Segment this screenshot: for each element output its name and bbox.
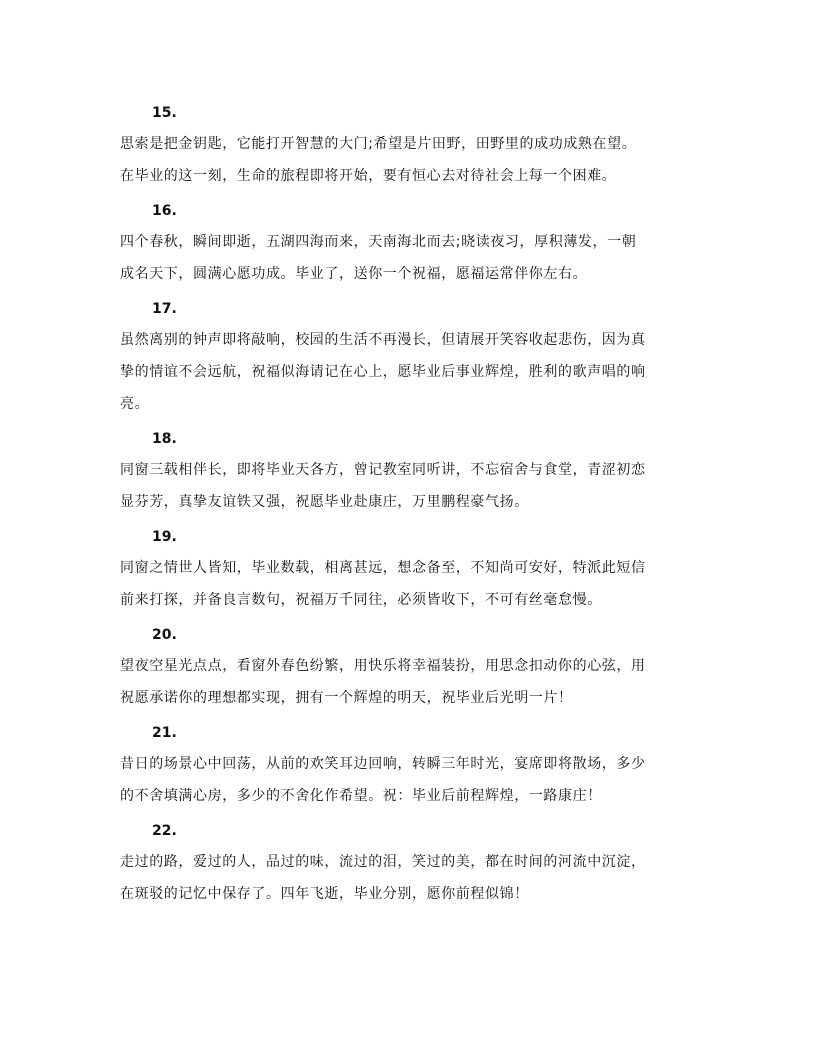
entry-number: 19. (152, 529, 177, 545)
text-line: 四个春秋，瞬间即逝，五湖四海而来，天南海北而去;晓读夜习，厚积薄发，一朝 (120, 234, 637, 250)
text-line: 前来打探，并备良言数句，祝福万千同往，必须皆收下，不可有丝毫怠慢。 (120, 592, 602, 608)
text-line: 望夜空星光点点，看窗外春色纷繁，用快乐将幸福装扮，用思念扣动你的心弦，用 (120, 658, 646, 674)
entry-16 (120, 196, 700, 290)
entry-number: 21. (152, 725, 177, 741)
text-line: 的不舍填满心房，多少的不舍化作希望。祝：毕业后前程辉煌，一路康庄！ (120, 788, 602, 804)
text-line: 成名天下，圆满心愿功成。毕业了，送你一个祝福，愿福运常伴你左右。 (120, 266, 588, 282)
entry-text (120, 226, 700, 290)
text-line: 亮。 (120, 396, 150, 412)
text-line: 虽然离别的钟声即将敲响，校园的生活不再漫长，但请展开笑容收起悲伤，因为真 (120, 332, 646, 348)
text-line: 同窗三载相伴长，即将毕业天各方，曾记教室同听讲，不忘宿舍与食堂，青涩初恋 (120, 462, 646, 478)
entry-19 (120, 522, 700, 616)
entry-number: 20. (152, 627, 177, 643)
text-line: 挚的情谊不会远航，祝福似海请记在心上，愿毕业后事业辉煌，胜利的歌声唱的响 (120, 364, 646, 380)
entry-number: 16. (152, 203, 177, 219)
entry-number: 18. (152, 431, 177, 447)
entry-text (120, 748, 700, 812)
text-line: 走过的路，爱过的人，品过的味，流过的泪，笑过的美，都在时间的河流中沉淀， (120, 854, 646, 870)
entry-list (120, 98, 700, 910)
entry-text (120, 454, 700, 518)
text-line: 昔日的场景心中回荡，从前的欢笑耳边回响，转瞬三年时光，宴席即将散场，多少 (120, 756, 646, 772)
entry-22 (120, 816, 700, 910)
entry-text (120, 324, 700, 420)
text-line: 同窗之情世人皆知，毕业数载，相离甚远，想念备至，不知尚可安好，特派此短信 (120, 560, 646, 576)
text-line: 在毕业的这一刻，生命的旅程即将开始，要有恒心去对待社会上每一个困难。 (120, 168, 617, 184)
entry-17 (120, 294, 700, 420)
entry-text (120, 128, 700, 192)
entry-number: 15. (152, 105, 177, 121)
entry-number: 22. (152, 823, 177, 839)
text-line: 思索是把金钥匙，它能打开智慧的大门;希望是片田野，田野里的成功成熟在望。 (120, 136, 637, 152)
text-line: 祝愿承诺你的理想都实现，拥有一个辉煌的明天，祝毕业后光明一片！ (120, 690, 573, 706)
text-line: 在斑驳的记忆中保存了。四年飞逝，毕业分别，愿你前程似锦！ (120, 886, 529, 902)
entry-text (120, 552, 700, 616)
entry-20 (120, 620, 700, 714)
entry-18 (120, 424, 700, 518)
entry-number: 17. (152, 301, 177, 317)
entry-text (120, 846, 700, 910)
text-line: 显芬芳，真挚友谊铁又强，祝愿毕业赴康庄，万里鹏程豪气扬。 (120, 494, 529, 510)
entry-text (120, 650, 700, 714)
entry-21 (120, 718, 700, 812)
entry-15 (120, 98, 700, 192)
